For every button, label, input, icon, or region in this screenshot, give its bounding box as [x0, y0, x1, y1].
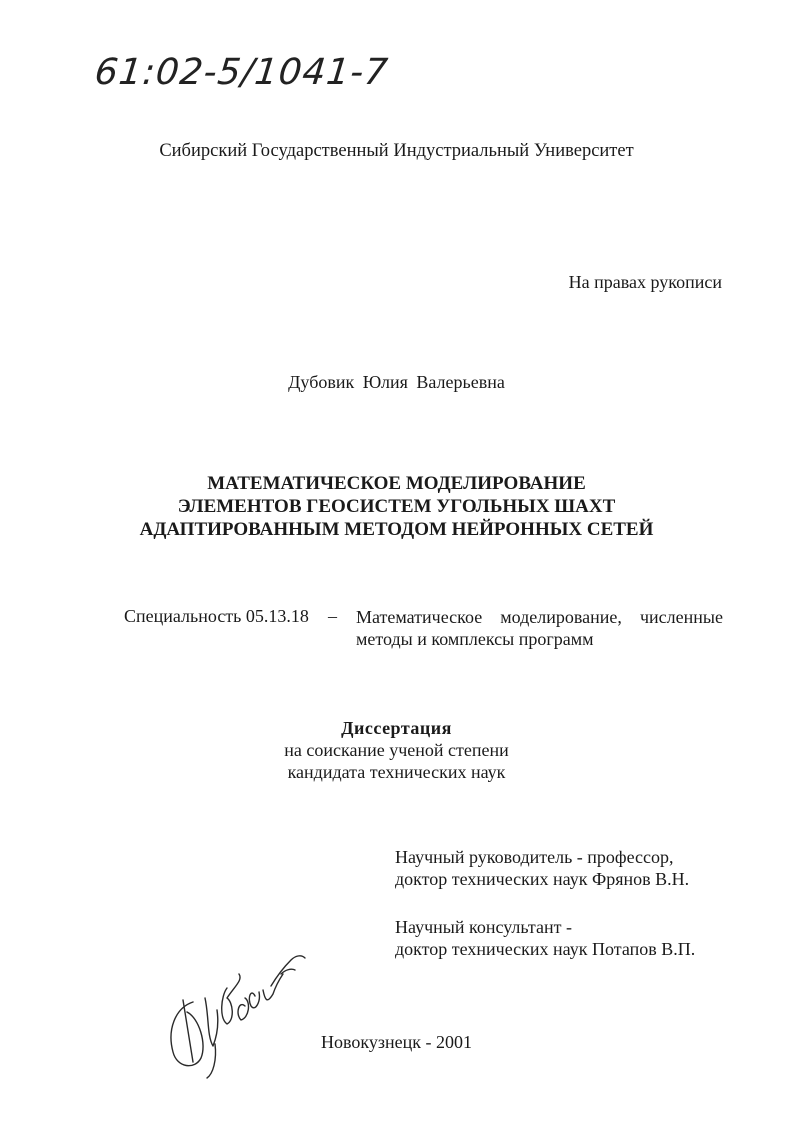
supervisor-block [395, 846, 689, 890]
supervisor-line: доктор технических наук Фрянов В.Н. [395, 869, 690, 889]
specialty-description [356, 606, 723, 650]
title-line: МАТЕМАТИЧЕСКОЕ МОДЕЛИРОВАНИЕ [207, 473, 586, 494]
consultant-line: доктор технических наук Потапов В.П. [395, 939, 696, 959]
manuscript-rights-note: На правах рукописи [568, 272, 722, 292]
catalog-number: 61:02-5/1041-7 [92, 52, 391, 93]
university-name: Сибирский Государственный Индустриальный Университет [159, 141, 634, 161]
specialty-line: Математическое моделирование, численные [356, 607, 723, 627]
title-line: ЭЛЕМЕНТОВ ГЕОСИСТЕМ УГОЛЬНЫХ ШАХТ [177, 496, 616, 517]
supervisor-line: Научный руководитель - профессор, [395, 847, 674, 867]
degree-line: кандидата технических наук [287, 762, 506, 782]
dissertation-heading: Диссертация [341, 718, 452, 738]
signature [155, 940, 315, 1080]
author-name: Дубовик Юлия Валерьевна [288, 372, 505, 392]
city-year: Новокузнецк - 2001 [321, 1032, 472, 1052]
title-line: АДАПТИРОВАННЫМ МЕТОДОМ НЕЙРОННЫХ СЕТЕЙ [139, 519, 654, 540]
specialty-line: методы и комплексы программ [356, 629, 594, 649]
consultant-block [395, 916, 695, 960]
specialty-dash: – [328, 606, 337, 626]
specialty-label: Специальность 05.13.18 [124, 606, 309, 626]
degree-line: на соискание ученой степени [284, 740, 509, 760]
dissertation-block [0, 717, 793, 783]
consultant-line: Научный консультант - [395, 917, 572, 937]
dissertation-title [0, 472, 793, 541]
